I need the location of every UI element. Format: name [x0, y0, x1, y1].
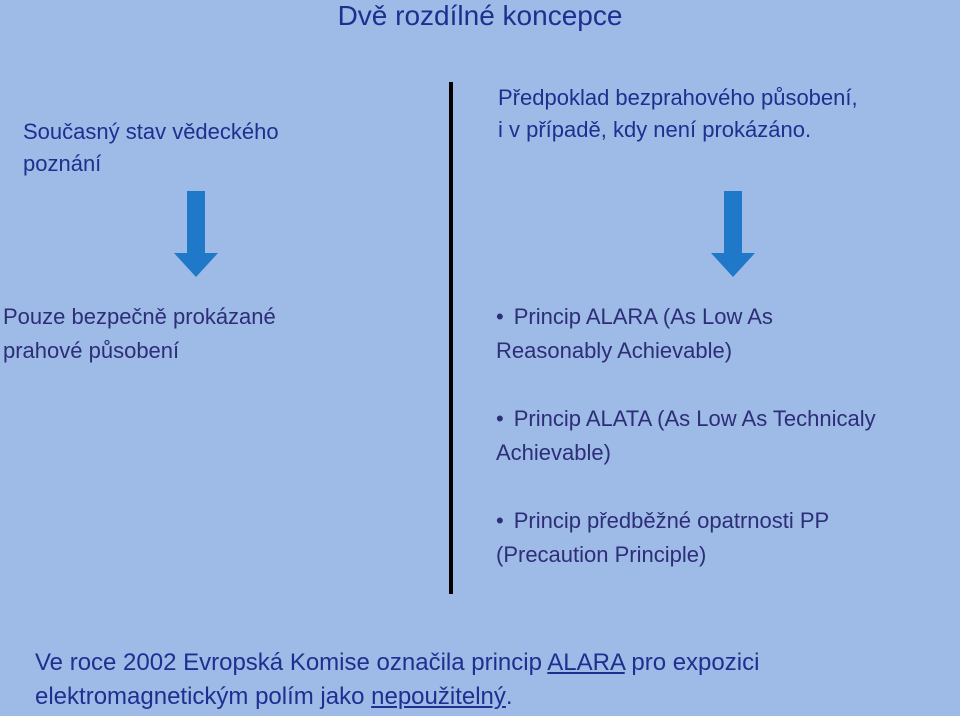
list-item-line-1: • Princip ALATA (As Low As Technicaly: [496, 406, 876, 431]
right-top-text: [498, 82, 958, 146]
footer-note: [35, 646, 935, 714]
list-item-line-1: • Princip ALARA (As Low As: [496, 304, 773, 329]
down-arrow-icon: [711, 191, 755, 277]
list-item-line-2: Achievable): [496, 440, 611, 465]
left-mid-line-1: Pouze bezpečně prokázané: [3, 304, 276, 329]
bullet-icon: •: [496, 406, 504, 431]
right-top-line-2: i v případě, kdy není prokázáno.: [498, 117, 812, 142]
left-top-line-2: poznání: [23, 151, 102, 176]
principles-list: [496, 300, 960, 606]
list-item: [496, 300, 960, 368]
slide-title: Dvě rozdílné koncepce: [337, 0, 623, 31]
list-item-line-1: • Princip předběžné opatrnosti PP: [496, 508, 830, 533]
footer-line-1: Ve roce 2002 Evropská Komise označila princip ALARA pro expozici: [35, 649, 760, 676]
left-top-text: [23, 116, 353, 180]
left-mid-line-2: prahové působení: [3, 338, 180, 363]
alara-underlined-text: ALARA: [547, 649, 625, 676]
left-middle-text: [3, 300, 363, 368]
list-item: [496, 504, 960, 572]
bullet-icon: •: [496, 304, 504, 329]
left-top-line-1: Současný stav vědeckého: [23, 119, 279, 144]
down-arrow-icon: [174, 191, 218, 277]
list-item-line-2: Reasonably Achievable): [496, 338, 733, 363]
list-item: [496, 402, 960, 470]
footer-line-2: elektromagnetickým polím jako nepoužitelný.: [35, 683, 513, 710]
right-top-line-1: Předpoklad bezprahového působení,: [498, 85, 858, 110]
vertical-divider: [449, 82, 453, 594]
unusable-underlined-text: nepoužitelný: [371, 683, 506, 710]
bullet-icon: •: [496, 508, 504, 533]
list-item-line-2: (Precaution Principle): [496, 542, 707, 567]
